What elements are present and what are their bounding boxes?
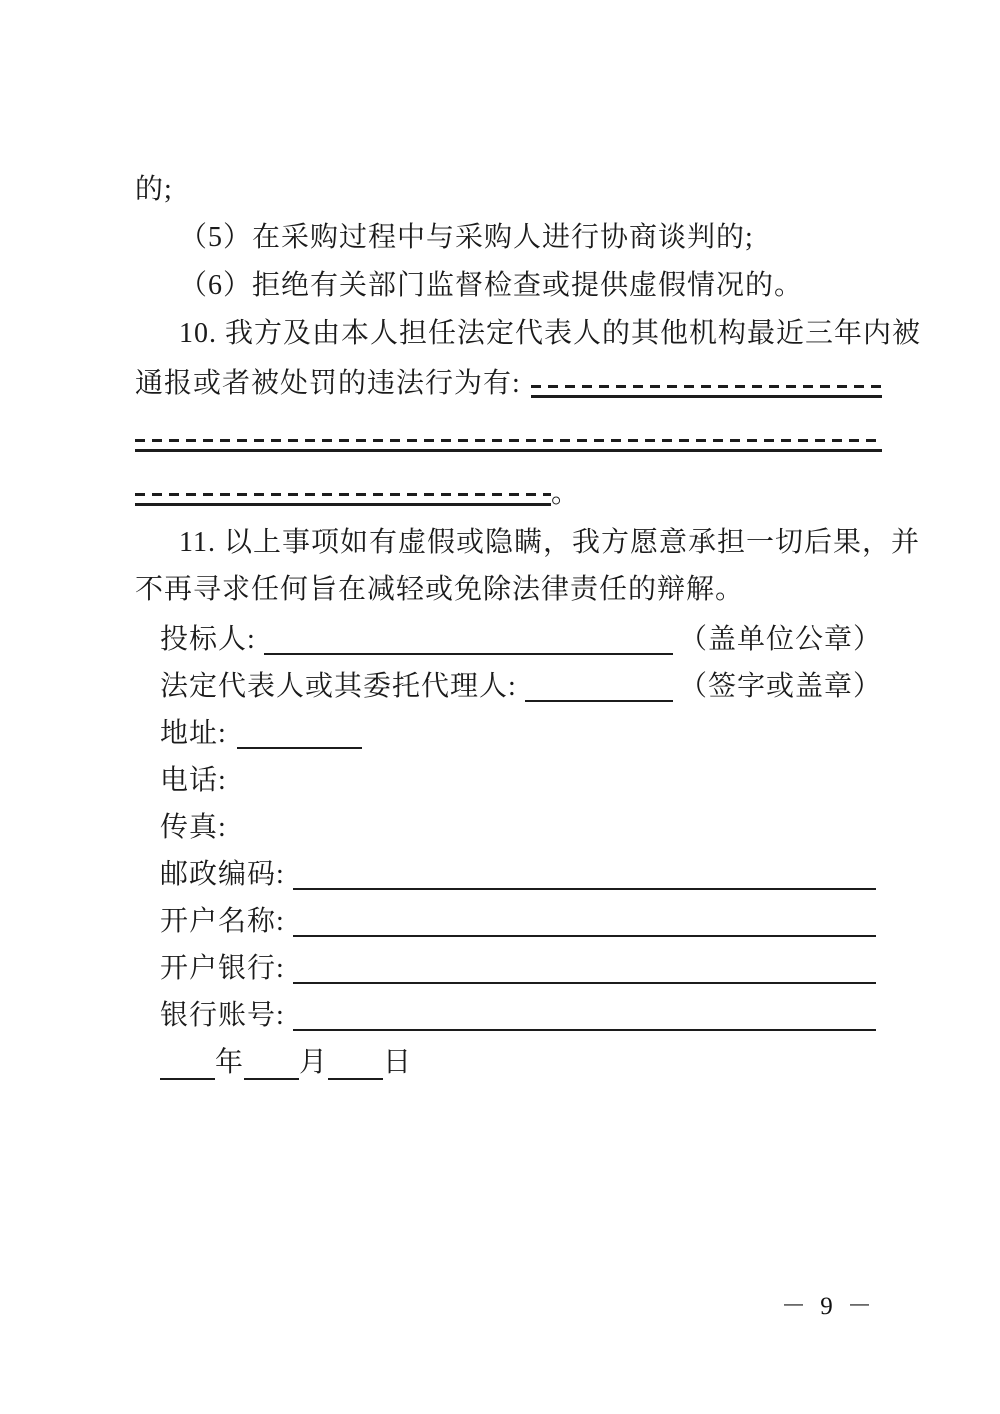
clause-11-line-2: 不再寻求任何旨在减轻或免除法律责任的辩解。 xyxy=(135,574,745,605)
list-item-5: （5）在采购过程中与采购人进行协商谈判的; xyxy=(179,222,754,253)
signature-block xyxy=(160,614,882,1084)
page-number: － 9 － xyxy=(780,1293,876,1320)
account-name-row xyxy=(160,896,882,943)
document-body xyxy=(135,166,922,1084)
fax-row xyxy=(160,802,882,849)
date-year-label: 年 xyxy=(215,1047,245,1078)
address-blank xyxy=(237,717,362,749)
date-day-blank xyxy=(328,1048,383,1080)
representative-label: 法定代表人或其委托代理人: xyxy=(160,671,517,702)
postal-code-label: 邮政编码: xyxy=(160,859,285,890)
phone-row xyxy=(160,755,882,802)
postal-code-row xyxy=(160,849,882,896)
violations-label: 通报或者被处罚的违法行为有: xyxy=(135,368,521,399)
list-item-6: （6）拒绝有关部门监督检查或提供虚假情况的。 xyxy=(179,270,804,301)
violations-dashed-blank-row-3 xyxy=(135,460,882,514)
date-day-label: 日 xyxy=(383,1047,413,1078)
address-row xyxy=(160,708,882,755)
bank-label: 开户银行: xyxy=(160,953,285,984)
violations-dashed-blank-1 xyxy=(531,373,882,398)
account-name-label: 开户名称: xyxy=(160,906,285,937)
date-year-blank xyxy=(160,1048,215,1080)
closing-period: 。 xyxy=(551,478,581,509)
bidder-seal-note: （盖单位公章） xyxy=(678,624,882,655)
violations-dashed-blank-2 xyxy=(135,427,882,452)
account-name-blank xyxy=(293,905,876,937)
representative-row xyxy=(160,661,882,708)
clause-10-line-2 xyxy=(135,358,882,406)
date-row xyxy=(160,1037,882,1084)
account-number-blank xyxy=(293,999,876,1031)
representative-sign-note: （签字或盖章） xyxy=(678,671,882,702)
account-number-row xyxy=(160,990,882,1037)
bank-blank xyxy=(293,952,876,984)
violations-dashed-blank-3 xyxy=(135,481,551,506)
bidder-row xyxy=(160,614,882,661)
representative-name-blank xyxy=(525,670,673,702)
continuation-fragment: 的; xyxy=(135,174,173,205)
date-month-label: 月 xyxy=(299,1047,329,1078)
address-label: 地址: xyxy=(160,718,227,749)
clause-11-line-1: 11. 以上事项如有虚假或隐瞒，我方愿意承担一切后果，并 xyxy=(179,527,920,558)
bank-row xyxy=(160,943,882,990)
violations-dashed-blank-row-2 xyxy=(135,406,882,460)
fax-label: 传真: xyxy=(160,812,227,843)
bidder-name-blank xyxy=(264,623,673,655)
account-number-label: 银行账号: xyxy=(160,1000,285,1031)
postal-code-blank xyxy=(293,858,876,890)
date-month-blank xyxy=(244,1048,299,1080)
clause-10-line-1: 10. 我方及由本人担任法定代表人的其他机构最近三年内被 xyxy=(179,318,922,349)
bidder-label: 投标人: xyxy=(160,624,256,655)
phone-label: 电话: xyxy=(160,765,227,796)
